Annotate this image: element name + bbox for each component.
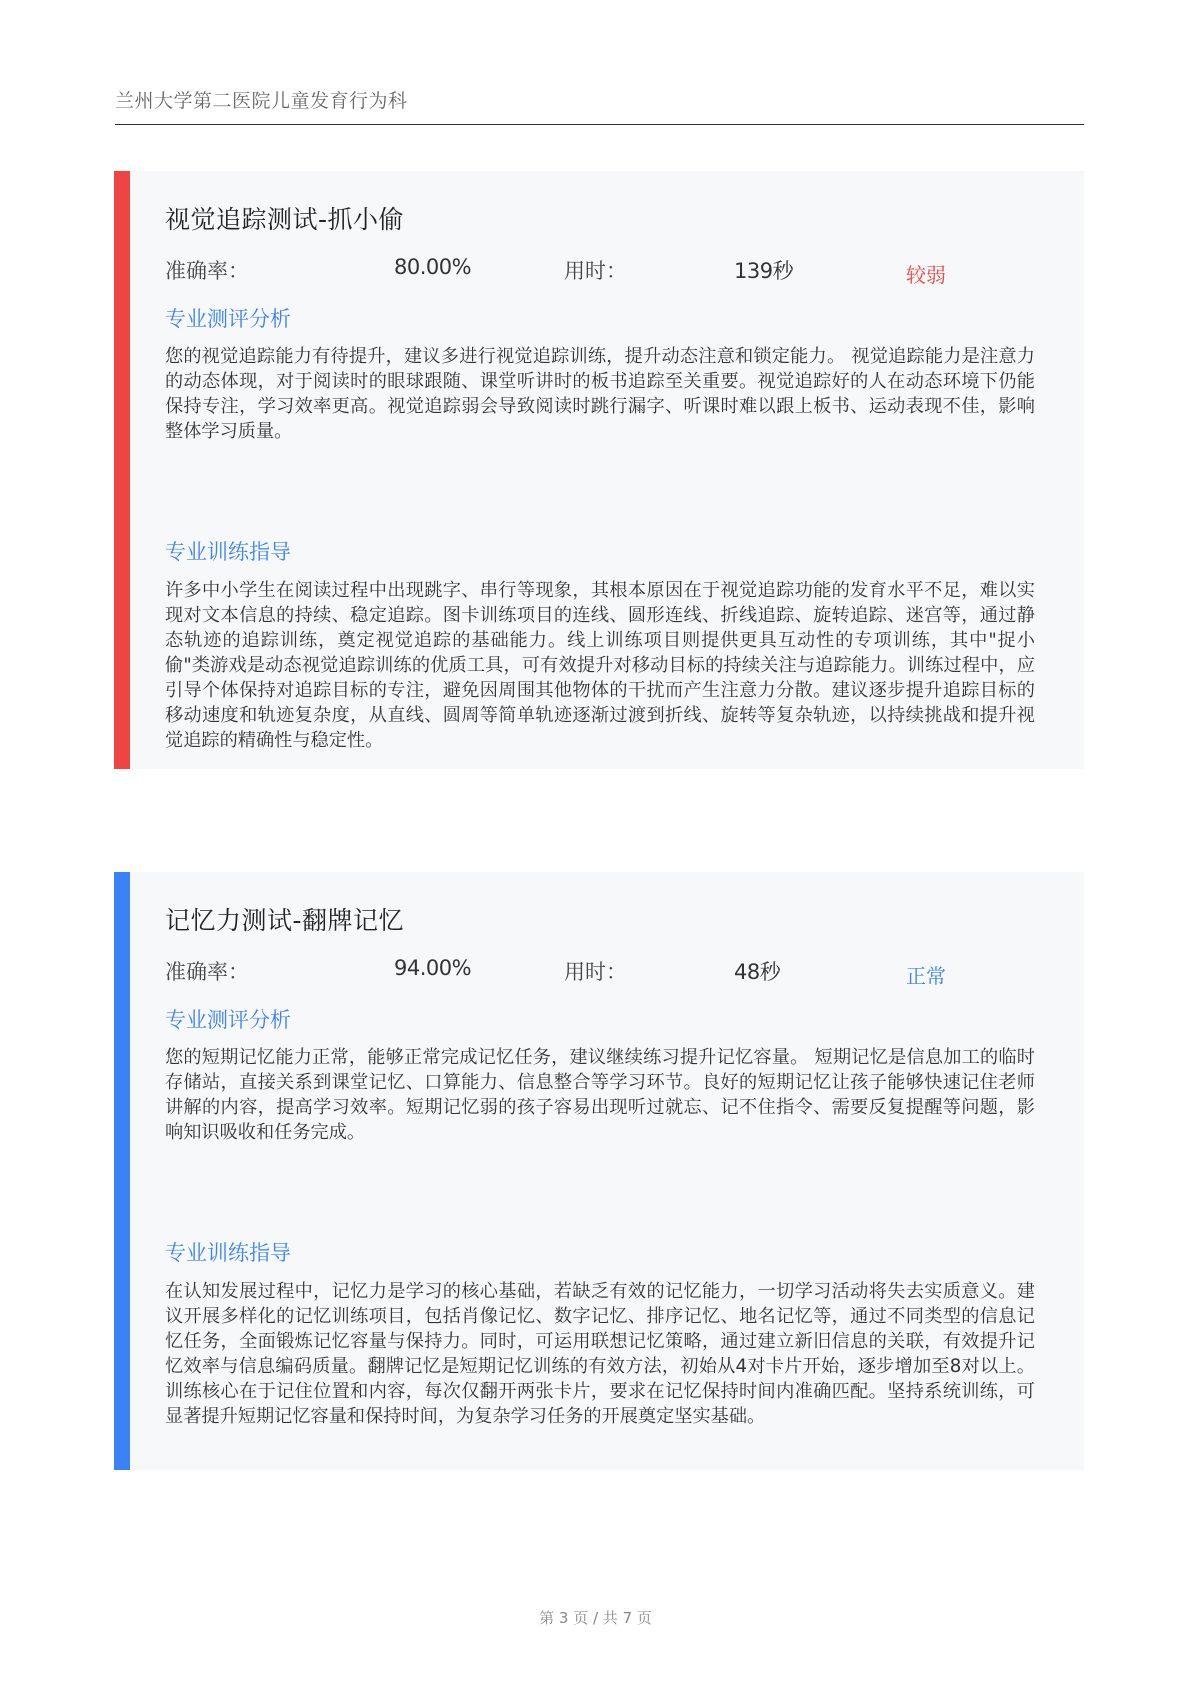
guide-heading: 专业训练指导 xyxy=(165,1241,291,1265)
analysis-text: 您的短期记忆能力正常，能够正常完成记忆任务，建议继续练习提升记忆容量。 短期记忆是信息加工的临时存储站，直接关系到课堂记忆、口算能力、信息整合等学习环节。良好的短期记忆让孩子能够快速记住老师讲解的内容，提高学习效率。短期记忆弱的孩子容易出现听过就忘、记不住指令、需要反复提醒等问题，影响知识吸收和任务完成。 xyxy=(165,1047,1035,1143)
time-label: 用时： xyxy=(564,960,627,984)
accuracy-label: 准确率： xyxy=(165,960,249,984)
time-value: 48秒 xyxy=(734,960,781,984)
test-card-memory xyxy=(114,872,1084,1470)
level-badge: 较弱 xyxy=(906,263,946,287)
page-header xyxy=(115,82,1084,125)
accuracy-label: 准确率： xyxy=(165,259,249,283)
guide-heading: 专业训练指导 xyxy=(165,540,291,564)
accuracy-value: 80.00% xyxy=(394,255,472,279)
time-label: 用时： xyxy=(564,259,627,283)
page-indicator: 第 3 页 / 共 7 页 xyxy=(539,1609,652,1627)
hospital-name: 兰州大学第二医院儿童发育行为科 xyxy=(115,90,408,112)
guide-text: 在认知发展过程中，记忆力是学习的核心基础，若缺乏有效的记忆能力，一切学习活动将失去实质意义。建议开展多样化的记忆训练项目，包括肖像记忆、数字记忆、排序记忆、地名记忆等，通过不同类型的信息记忆任务，全面锻炼记忆容量与保持力。同时，可运用联想记忆策略，通过建立新旧信息的关联，有效提升记忆效率与信息编码质量。翻牌记忆是短期记忆训练的有效方法，初始从4对卡片开始，逐步增加至8对以上。训练核心在于记住位置和内容，每次仅翻开两张卡片，要求在记忆保持时间内准确匹配。坚持系统训练，可显著提升短期记忆容量和保持时间，为复杂学习任务的开展奠定坚实基础。 xyxy=(165,1281,1035,1427)
analysis-heading: 专业测评分析 xyxy=(165,1008,291,1032)
card-accent-bar xyxy=(114,171,130,769)
card-title: 视觉追踪测试-抓小偷 xyxy=(165,205,405,234)
time-value: 139秒 xyxy=(734,259,794,283)
card-title: 记忆力测试-翻牌记忆 xyxy=(165,906,405,935)
guide-text: 许多中小学生在阅读过程中出现跳字、串行等现象，其根本原因在于视觉追踪功能的发育水平不足，难以实现对文本信息的持续、稳定追踪。图卡训练项目的连线、圆形连线、折线追踪、旋转追踪、迷宫等，通过静态轨迹的追踪训练，奠定视觉追踪的基础能力。线上训练项目则提供更具互动性的专项训练，其中"捉小偷"类游戏是动态视觉追踪训练的优质工具，可有效提升对移动目标的持续关注与追踪能力。训练过程中，应引导个体保持对追踪目标的专注，避免因周围其他物体的干扰而产生注意力分散。建议逐步提升追踪目标的移动速度和轨迹复杂度，从直线、圆周等简单轨迹逐渐过渡到折线、旋转等复杂轨迹，以持续挑战和提升视觉追踪的精确性与稳定性。 xyxy=(165,580,1035,751)
analysis-heading: 专业测评分析 xyxy=(165,307,291,331)
test-card-visual-tracking xyxy=(114,171,1084,769)
accuracy-value: 94.00% xyxy=(394,956,472,980)
level-badge: 正常 xyxy=(906,964,946,988)
card-accent-bar xyxy=(114,872,130,1470)
analysis-text: 您的视觉追踪能力有待提升，建议多进行视觉追踪训练，提升动态注意和锁定能力。 视觉追踪能力是注意力的动态体现，对于阅读时的眼球跟随、课堂听讲时的板书追踪至关重要。视觉追踪好的人在动态环境下仍能保持专注，学习效率更高。视觉追踪弱会导致阅读时跳行漏字、听课时难以跟上板书、运动表现不佳，影响整体学习质量。 xyxy=(165,346,1035,442)
